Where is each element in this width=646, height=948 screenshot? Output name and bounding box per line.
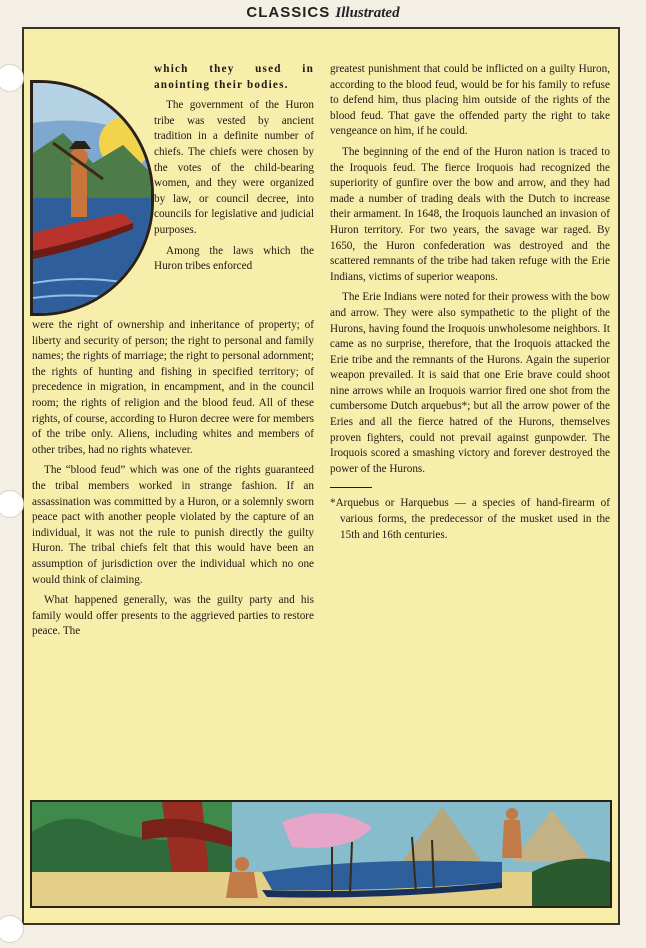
- paragraph-erie: The Erie Indians were noted for their prowess with the bow and arrow. They were also sympathetic to the plight of the Hurons, having found the Iroquois unwholesome neighbors. It came as no surprise, therefore, that the Iroquois attacked the Erie tribe and the remnants of the Hurons. Again the superior weapon prevailed. It is said that one Erie brave could shoot nine arrows while an Iroquois warrior fired one shot from the cumbersome Dutch arquebus*; but all the arrow power of the Eries and all the fierce hatred of the Hurons, themselves proven fighters, could not prevail against gunpowder. The Iroquois scored a smashing victory and forever destroyed the power of the Hurons.: [330, 291, 610, 475]
- brand-illustrated: Illustrated: [335, 5, 400, 21]
- paragraph-blood-feud: The “blood feud” which was one of the rights guaranteed the tribal members worked in strange fashion. If an assassination was committed by a Huron, or a solemnly sworn peace pact with another people violated by the capture of an individual, it was not the rule to punish directly the guilty Huron. The tribal chiefs felt that this would have been an assumption of jurisdiction over the individual which no one would think of claiming.: [32, 464, 314, 586]
- footnote-text: *Arquebus or Harquebus — a species of hand-firearm of various forms, the predecessor of the musket used in the 15th and 16th centuries.: [330, 497, 610, 541]
- binder-hole-middle: [0, 490, 24, 518]
- village-scene-illustration: [30, 800, 612, 908]
- footnote: [330, 496, 610, 543]
- left-column-bottom: [32, 318, 314, 640]
- left-column-top: [154, 62, 314, 275]
- paragraph-what-happened: What happened generally, was the guilty party and his family would offer presents to the aggrieved parties to restore peace. The: [32, 594, 314, 638]
- binder-hole-top: [0, 64, 24, 92]
- paragraph-beginning: The beginning of the end of the Huron nation is traced to the Iroquois feud. The fierce Iroquois had recognized the superiority of gunfire over the bow and arrow, and they had made a number of trading deals with the Dutch to increase their armament. In 1648, the Iroquois launched an invasion of Huron territory. For two years, the savage war raged. By 1650, the Huron confederation was destroyed and the scattered remnants of the tribe had taken refuge with the Erie Indians, victims of superior weapons.: [330, 145, 610, 283]
- paragraph-laws-start: Among the laws which the Huron tribes enforced: [154, 244, 314, 273]
- magazine-header: [0, 4, 646, 22]
- paragraph-government: The government of the Huron tribe was vested by ancient tradition in a definite number of chiefs. The chiefs were chosen by the votes of the child-bearing women, and they were organized by law, or council decree, into councils for legislative and judicial purposes.: [154, 99, 314, 236]
- footnote-divider: [330, 487, 372, 488]
- lead-in-text: which they used in anointing their bodies.: [154, 63, 314, 91]
- paragraph-laws-rest: were the right of ownership and inheritance of property; of liberty and security of person; the right to personal and family names; the rights of marriage; the right to personal adornment; the rights of hunting and fishing in specified territory; of precedence in migration, in encampment, and in the council room; the rights of religion and the blood feud. All of these rights, of course, according to Huron decree were for members of the tribe only. Aliens, including whites and members of other tribes, had no rights whatever.: [32, 319, 314, 456]
- right-column: [330, 62, 610, 543]
- brand-classics: CLASSICS: [246, 4, 331, 21]
- paragraph-continuation: greatest punishment that could be inflicted on a guilty Huron, according to the blood feud, would be for his family to refuse to defend him, thus placing him outside of the rights of the blood feud. That gave the offended party the right to take vengeance on him, if he could.: [330, 63, 610, 138]
- binder-hole-bottom: [0, 915, 24, 943]
- village-scene-svg: [32, 802, 610, 906]
